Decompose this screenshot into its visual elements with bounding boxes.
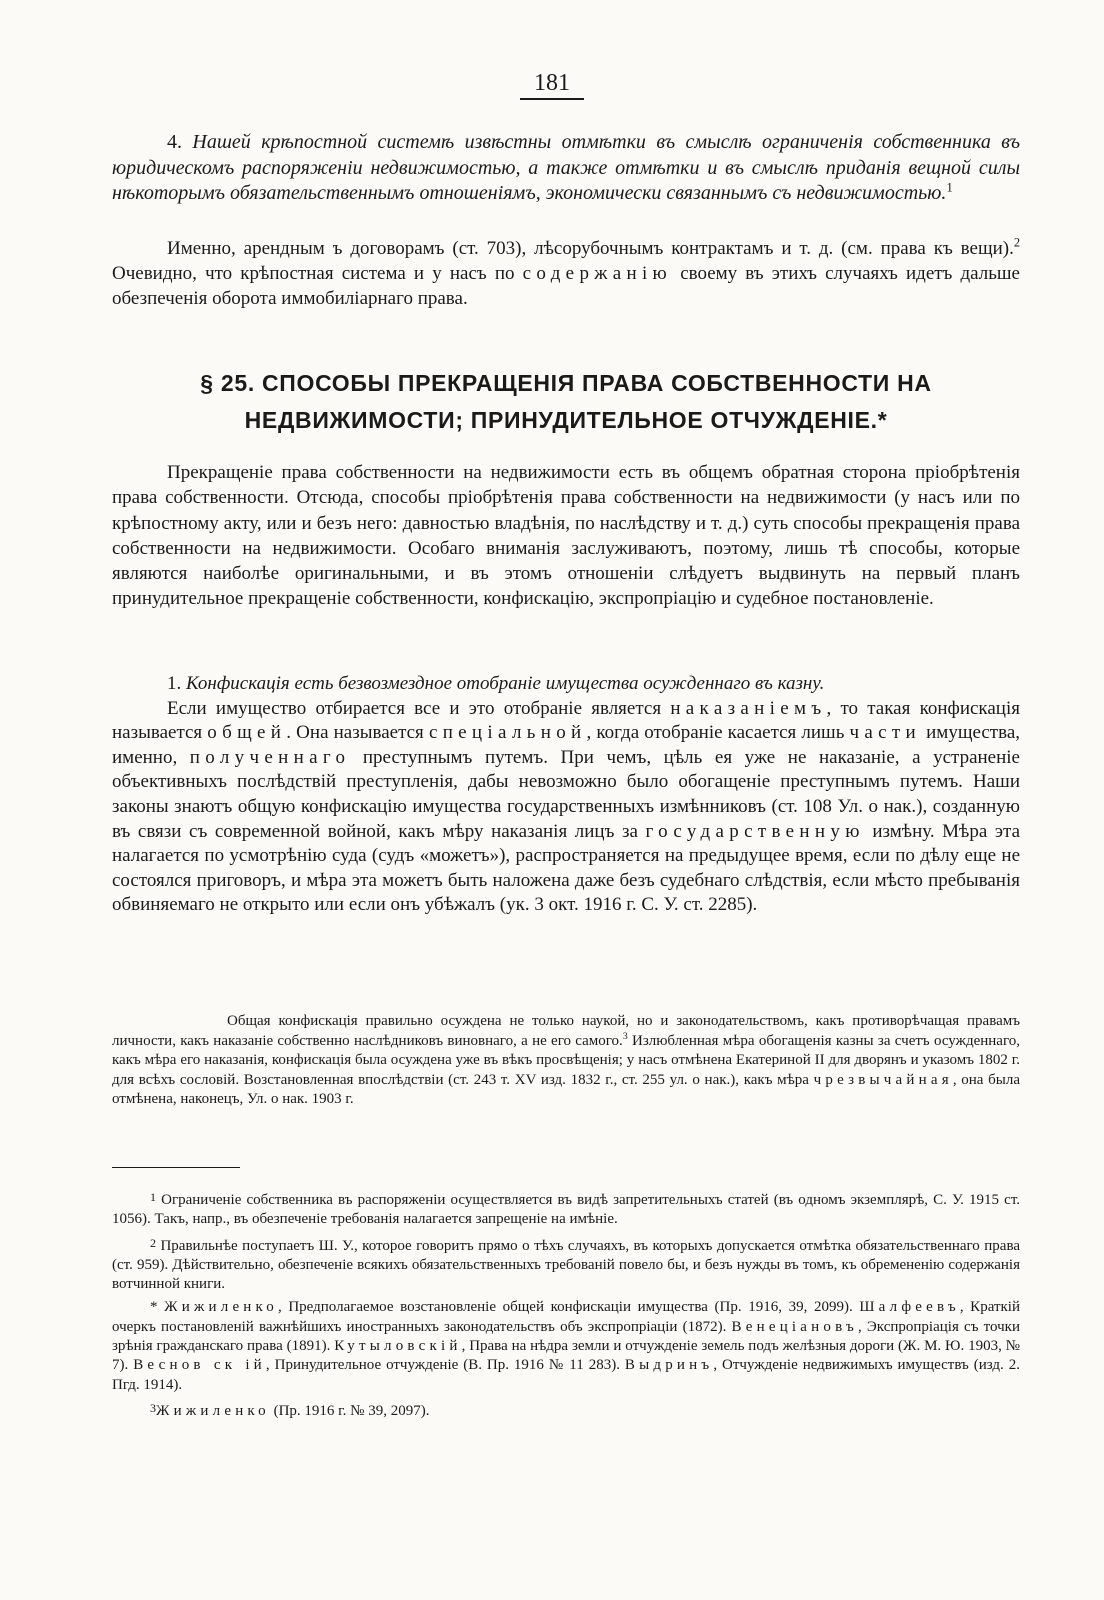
point-4-paragraph [112, 130, 1020, 207]
point-1-number: 1. [167, 673, 182, 694]
point-4-block [112, 130, 1020, 207]
footnote-ref-1: 1 [946, 179, 953, 195]
footnote-3: $^3$Жижиленко (Пр. 1916 г. № 39, 2097). [150, 1400, 430, 1419]
small-print-paragraph-block [112, 1012, 1020, 1110]
footnote-ref-2: 2 [1013, 235, 1020, 250]
point-4-number: 4. [167, 131, 182, 153]
confiscation-paragraph: Если имущество отбирается все и это отобраніе является наказаніемъ, то такая конфискація называется общей. Она называется спеціальной, когда отобраніе касается лишь части имущества, именно, полученнаго преступнымъ путемъ. При чемъ, цѣль ея уже не наказаніе, а устраненіе объективныхъ послѣдствій преступленія, дабы невозможно было обогащеніе преступнымъ путемъ. Наши законы знаютъ общую конфискацію имущества государственныхъ измѣнниковъ (ст. 108 Ул. о нак.), созданную въ связи съ современной войной, какъ мѣру наказанія лицъ за государственную измѣну. Мѣра эта налагается по усмотрѣнію суда (судъ «можетъ»), распространяется на предыдущее время, если по дѣлу еще не состоялся приговоръ, и мѣра эта можетъ быть наложена даже безъ судебнаго слѣдствія, если мѣсто пребыванія обвиняемаго не открыто или если онъ убѣжалъ (ук. 3 окт. 1916 г. С. У. ст. 2285). [112, 697, 1021, 916]
heading-line-2: НЕДВИЖИМОСТИ; ПРИНУДИТЕЛЬНОЕ ОТЧУЖДЕНІЕ.* [244, 407, 888, 433]
page-number: 181 [0, 70, 1104, 97]
small-print-paragraph: Общая конфискація правильно осуждена не только наукой, но и законодательствомъ, какъ противорѣчащая правамъ личности, какъ наказаніе собственно наслѣдниковъ виновнаго, а не его самого.$^3$ Излюбленная мѣра обогащенія казны за счетъ осужденнаго, какъ мѣра его наказанія, конфискація была осуждена уже въ вѣкъ просвѣщенія; у насъ отмѣнена Екатериной II для дворянъ и указомъ 1802 г. для всѣхъ сословій. Возстановленная впослѣдствіи (ст. 243 т. XV изд. 1832 г., ст. 255 ул. о нак.), какъ мѣра чрезвычайная, она была отмѣнена, наконецъ, Ул. о нак. 1903 г. [112, 1013, 1020, 1107]
point-1-definition: Конфискація есть безвозмездное отобраніе имущества осужденнаго въ казну. [186, 673, 825, 694]
rent-paragraph: Именно, арендным ъ договорамъ (ст. 703), лѣсорубочнымъ контрактамъ и т. д. (см. права къ вещи).$^2$ Очевидно, что крѣпостная система и у насъ по содержанію своему въ этихъ случаяхъ идетъ дальше обезпеченія оборота иммобиліарнаго права. [112, 235, 1020, 309]
section-heading [112, 365, 1020, 439]
confiscation-block [112, 672, 1020, 918]
point-1-paragraph [112, 672, 1020, 697]
footnote-2: $^2$ Правильнѣе поступаетъ Ш. У., которое говоритъ прямо о тѣхъ случаяхъ, въ которыхъ допускается отмѣтка обязательственнаго права (ст. 959). Дѣйствительно, обезпеченіе всякихъ обязательственныхъ требованій повело бы, и безъ нужды въ томъ, къ обремененію содержанія вотчинной книги. [112, 1235, 1020, 1293]
heading-footnote-mark: * [877, 407, 888, 433]
spaced-word: содержанію [522, 263, 673, 284]
intro-paragraph-block [112, 460, 1020, 612]
heading-line-1: § 25. СПОСОБЫ ПРЕКРАЩЕНІЯ ПРАВА СОБСТВЕННОСТИ НА [200, 370, 932, 396]
footnote-1: $^1$ Ограниченіе собственника въ распоряженіи осуществляется въ видѣ запретительныхъ статей (въ одномъ экземплярѣ, С. У. 1915 ст. 1056). Такъ, напр., въ обезпеченіе требованія налагается запрещеніе на имѣніе. [112, 1190, 1020, 1228]
footnote-separator [112, 1167, 240, 1168]
footnote-star: * Жижиленко, Предполагаемое возстановленіе общей конфискаціи имущества (Пр. 1916, 39, 2099). Шалфеевъ, Краткій очеркъ постановленій важнѣйшихъ иностранныхъ законодательствъ объ экспропріаціи (1872). Венеціановъ, Экспропріація съ точки зрѣнія гражданскаго права (1891). Кутыловскій, Права на нѣдра земли и отчужденіе земель подъ желѣзныя дороги (Ж. М. Ю. 1903, № 7). Веснов ск ій, Принудительное отчужденіе (В. Пр. 1916 № 11 283). Выдринъ, Отчужденіе недвижимыхъ имуществъ (изд. 2. Пгд. 1914). [112, 1299, 1020, 1393]
intro-paragraph: Прекращеніе права собственности на недвижимости есть въ общемъ обратная сторона пріобрѣтенія права собственности. Отсюда, способы пріобрѣтенія права собственности на недвижимости (у насъ или по крѣпостному акту, или и безъ него: давностью владѣнія, по наслѣдству и т. д.) суть способы прекращенія права собственности на недвижимости. Особаго вниманія заслуживаютъ, поэтому, лишь тѣ способы, которые являются наиболѣе оригинальными, и въ этомъ отношеніи слѣдуетъ выдвинуть на первый планъ принудительное прекращеніе собственности, конфискацію, экспропріацію и судебное постановленіе. [112, 462, 1020, 610]
footnotes [112, 1188, 1020, 1425]
rent-paragraph-block [112, 236, 1020, 311]
point-4-text: Нашей крѣпостной системѣ извѣстны отмѣтки въ смыслѣ ограниченія собственника въ юридическомъ распоряженіи недвижимостью, а также отмѣтки и въ смыслѣ приданія вещной силы нѣкоторымъ обязательственнымъ отношеніямъ, экономически связаннымъ съ недвижимостью. [112, 131, 1020, 204]
footnote-ref-3: 3 [622, 1030, 628, 1042]
